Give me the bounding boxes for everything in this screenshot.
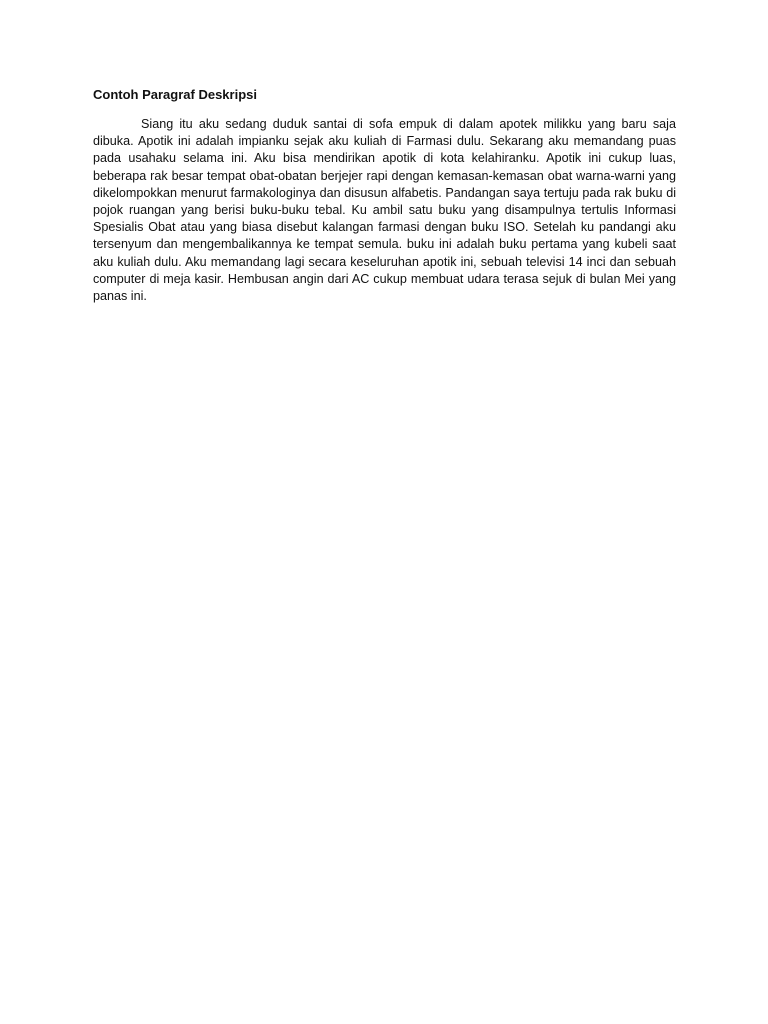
- document-paragraph: Siang itu aku sedang duduk santai di sofa empuk di dalam apotek milikku yang baru saja dibuka. Apotik ini adalah impianku sejak aku kuliah di Farmasi dulu. Sekarang aku memandang puas pada usahaku selama ini. Aku bisa mendirikan apotik di kota kelahiranku. Apotik ini cukup luas, beberapa rak besar tempat obat-obatan berjejer rapi dengan kemasan-kemasan obat warna-warni yang dikelompokkan menurut farmakologinya dan disusun alfabetis. Pandangan saya tertuju pada rak buku di pojok ruangan yang berisi buku-buku tebal. Ku ambil satu buku yang disampulnya tertulis Informasi Spesialis Obat atau yang biasa disebut kalangan farmasi dengan buku ISO. Setelah ku pandangi aku tersenyum dan mengembalikannya ke tempat semula. buku ini adalah buku pertama yang kubeli saat aku kuliah dulu. Aku memandang lagi secara keseluruhan apotik ini, sebuah televisi 14 inci dan sebuah computer di meja kasir. Hembusan angin dari AC cukup membuat udara terasa sejuk di bulan Mei yang panas ini.: [93, 117, 676, 304]
- document-title: Contoh Paragraf Deskripsi: [93, 87, 257, 102]
- document-body: [93, 86, 676, 305]
